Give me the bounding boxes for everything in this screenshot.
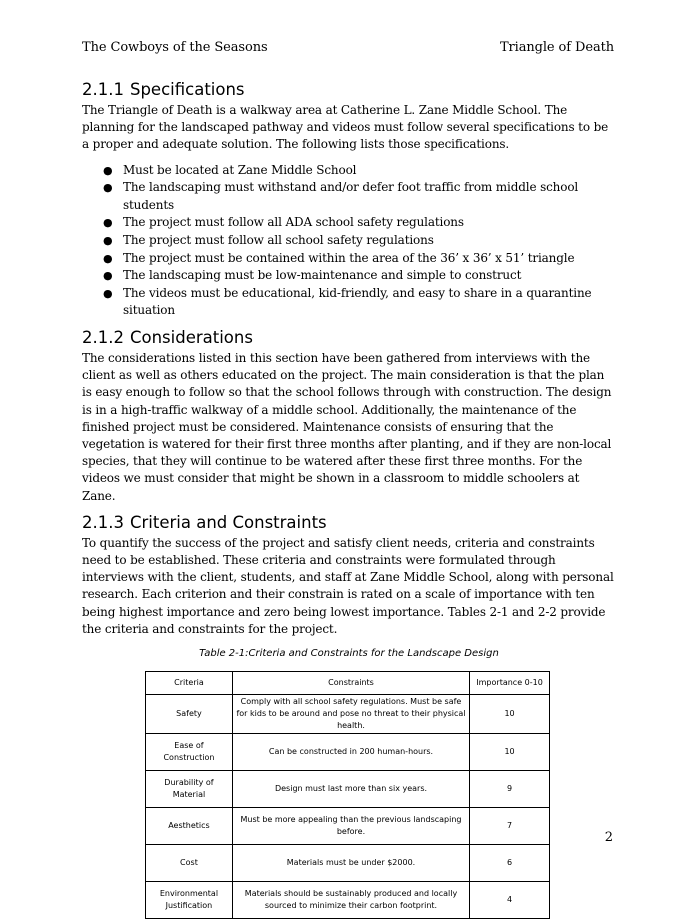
constraint-cell: Materials must be under $2000. — [232, 845, 469, 882]
section-paragraph: The Triangle of Death is a walkway area at Catherine L. Zane Middle School. The planning for the landscaped pathway and videos must follow several specifications to be a proper and adequate solution. The following lists those specifications. — [82, 103, 609, 152]
constraint-cell: Comply with all school safety regulations. Must be safe for kids to be around and pose no threat to their physical health. — [232, 695, 469, 734]
list-item-text: Must be located at Zane Middle School — [123, 162, 357, 177]
constraint-cell: Design must last more than six years. — [232, 771, 469, 808]
criteria-cell: Safety — [146, 695, 233, 734]
bullet-icon: ● — [103, 251, 113, 265]
list-item-text: The landscaping must withstand and/or defer foot traffic from middle school students — [123, 180, 579, 212]
importance-cell: 4 — [470, 882, 550, 919]
criteria-cell: Environmental Justification — [146, 882, 233, 919]
table-row — [146, 695, 550, 734]
specifications-list — [82, 162, 616, 320]
criteria-table — [145, 671, 550, 919]
section-title: Specifications — [129, 80, 245, 99]
list-item-text: The project must follow all school safety regulations — [123, 232, 434, 247]
list-item — [82, 267, 616, 285]
section-heading — [82, 513, 616, 533]
table-row — [146, 734, 550, 771]
criteria-cell: Ease of Construction — [146, 734, 233, 771]
section-specifications — [82, 80, 616, 320]
page-number: 2 — [604, 830, 613, 845]
header-right: Triangle of Death — [499, 40, 614, 55]
table-row — [146, 771, 550, 808]
table-row — [146, 845, 550, 882]
section-paragraph: To quantify the success of the project and satisfy client needs, criteria and constraints need to be established. These criteria and constraints were formulated through interviews with the client, students, and staff at Zane Middle School, along with personal research. Each criterion and their constrain is rated on a scale of importance with ten being highest importance and zero being lowest importance. Tables 2-1 and 2-2 provide the criteria and constraints for the project. — [82, 535, 614, 636]
bullet-icon: ● — [103, 286, 113, 300]
importance-cell: 10 — [470, 734, 550, 771]
list-item-text: The project must be contained within the area of the 36’ x 36’ x 51’ triangle — [123, 250, 575, 265]
list-item — [82, 250, 616, 268]
constraint-cell: Can be constructed in 200 human-hours. — [232, 734, 469, 771]
list-item-text: The landscaping must be low-maintenance and simple to construct — [123, 268, 522, 283]
importance-cell: 7 — [470, 808, 550, 845]
section-heading — [82, 80, 616, 100]
bullet-icon: ● — [103, 216, 113, 230]
constraint-cell: Must be more appealing than the previous landscaping before. — [232, 808, 469, 845]
bullet-icon: ● — [103, 269, 113, 283]
list-item-text: The project must follow all ADA school safety regulations — [123, 215, 464, 230]
bullet-icon: ● — [103, 181, 113, 195]
page-content — [82, 80, 616, 919]
list-item — [82, 214, 616, 232]
list-item-text: The videos must be educational, kid-friendly, and easy to share in a quarantine situation — [123, 285, 592, 318]
table-row — [146, 882, 550, 919]
section-title: Criteria and Constraints — [129, 512, 327, 532]
header-left: The Cowboys of the Seasons — [82, 40, 268, 55]
column-header: Criteria — [146, 672, 233, 695]
bullet-icon: ● — [103, 233, 113, 247]
importance-cell: 9 — [470, 771, 550, 808]
list-item — [82, 162, 616, 180]
table-header-row — [146, 672, 550, 695]
bullet-icon: ● — [103, 163, 113, 177]
list-item — [82, 232, 616, 250]
section-title: Considerations — [129, 327, 253, 347]
section-criteria-constraints — [82, 513, 616, 638]
section-considerations — [82, 328, 616, 505]
importance-cell: 10 — [470, 695, 550, 734]
section-heading — [82, 328, 616, 348]
criteria-cell: Aesthetics — [146, 808, 233, 845]
importance-cell: 6 — [470, 845, 550, 882]
column-header: Importance 0-10 — [470, 672, 550, 695]
list-item — [82, 179, 616, 214]
section-number: 2.1.3 — [82, 512, 124, 532]
table-row — [146, 808, 550, 845]
section-number: 2.1.1 — [82, 80, 124, 99]
list-item — [82, 285, 616, 320]
section-number: 2.1.2 — [82, 327, 124, 347]
page-header — [82, 40, 614, 55]
column-header: Constraints — [232, 672, 469, 695]
criteria-cell: Cost — [146, 845, 233, 882]
section-paragraph: The considerations listed in this section have been gathered from interviews with the client as well as others educated on the project. The main consideration is that the plan is easy enough to follow so that the school follows through with construction. The design is in a high-traffic walkway of a middle school. Additionally, the maintenance of the finished project must be considered. Maintenance consists of ensuring that the vegetation is watered for their first three months after planting, and if they are non-local species, that they will continue to be watered after these first three months. For the videos we must consider that might be shown in a classroom to middle schoolers at Zane. — [82, 350, 612, 503]
criteria-cell: Durability of Material — [146, 771, 233, 808]
constraint-cell: Materials should be sustainably produced and locally sourced to minimize their carbon footprint. — [232, 882, 469, 919]
table-caption: Table 2-1:Criteria and Constraints for the Landscape Design — [199, 648, 499, 659]
